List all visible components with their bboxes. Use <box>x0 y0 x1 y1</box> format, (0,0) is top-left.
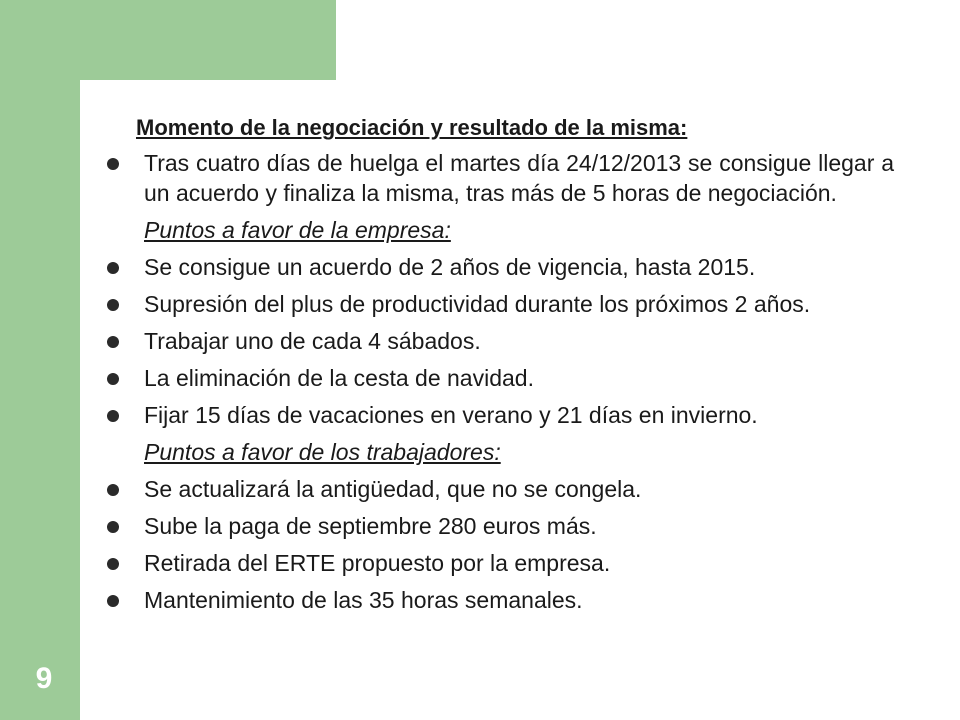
bullet-icon <box>107 373 119 385</box>
green-sidebar <box>0 0 80 720</box>
bullet-icon <box>107 521 119 533</box>
list-item <box>104 148 894 208</box>
list-item-text: Se consigue un acuerdo de 2 años de vigencia, hasta 2015. <box>144 254 756 280</box>
list-item-text: Supresión del plus de productividad durante los próximos 2 años. <box>144 291 811 317</box>
list-item <box>104 289 894 319</box>
bullet-icon <box>107 558 119 570</box>
list-empresa <box>104 252 894 430</box>
bullet-icon <box>107 410 119 422</box>
bullet-icon <box>107 595 119 607</box>
bullet-icon <box>107 484 119 496</box>
list-item-text: Retirada del ERTE propuesto por la empresa. <box>144 550 611 576</box>
list-item <box>104 400 894 430</box>
list-item <box>104 548 894 578</box>
page-number: 9 <box>35 662 53 695</box>
section-title-empresa: Puntos a favor de la empresa: <box>144 217 451 243</box>
list-item-text: Fijar 15 días de vacaciones en verano y 21 días en invierno. <box>144 402 758 428</box>
list-item-text: Trabajar uno de cada 4 sábados. <box>144 328 481 354</box>
section-title-trabajadores: Puntos a favor de los trabajadores: <box>144 439 501 465</box>
list-item <box>104 326 894 356</box>
green-top-band <box>80 0 336 80</box>
bullet-icon <box>107 336 119 348</box>
bullet-icon <box>107 158 119 170</box>
bullet-icon <box>107 299 119 311</box>
list-item <box>104 511 894 541</box>
list-item <box>104 585 894 615</box>
list-item-text: La eliminación de la cesta de navidad. <box>144 365 534 391</box>
bullet-icon <box>107 262 119 274</box>
list-item-text: Tras cuatro días de huelga el martes día 24/12/2013 se consigue llegar a un acuerdo y finaliza la misma, tras más de 5 horas de negociación. <box>144 150 894 206</box>
slide-heading: Momento de la negociación y resultado de la misma: <box>136 115 688 140</box>
list-item-text: Se actualizará la antigüedad, que no se congela. <box>144 476 642 502</box>
list-item-text: Mantenimiento de las 35 horas semanales. <box>144 587 583 613</box>
list-item <box>104 363 894 393</box>
list-item <box>104 474 894 504</box>
list-trabajadores <box>104 474 894 615</box>
list-item-text: Sube la paga de septiembre 280 euros más. <box>144 513 597 539</box>
slide-content <box>104 113 894 622</box>
list-item <box>104 252 894 282</box>
